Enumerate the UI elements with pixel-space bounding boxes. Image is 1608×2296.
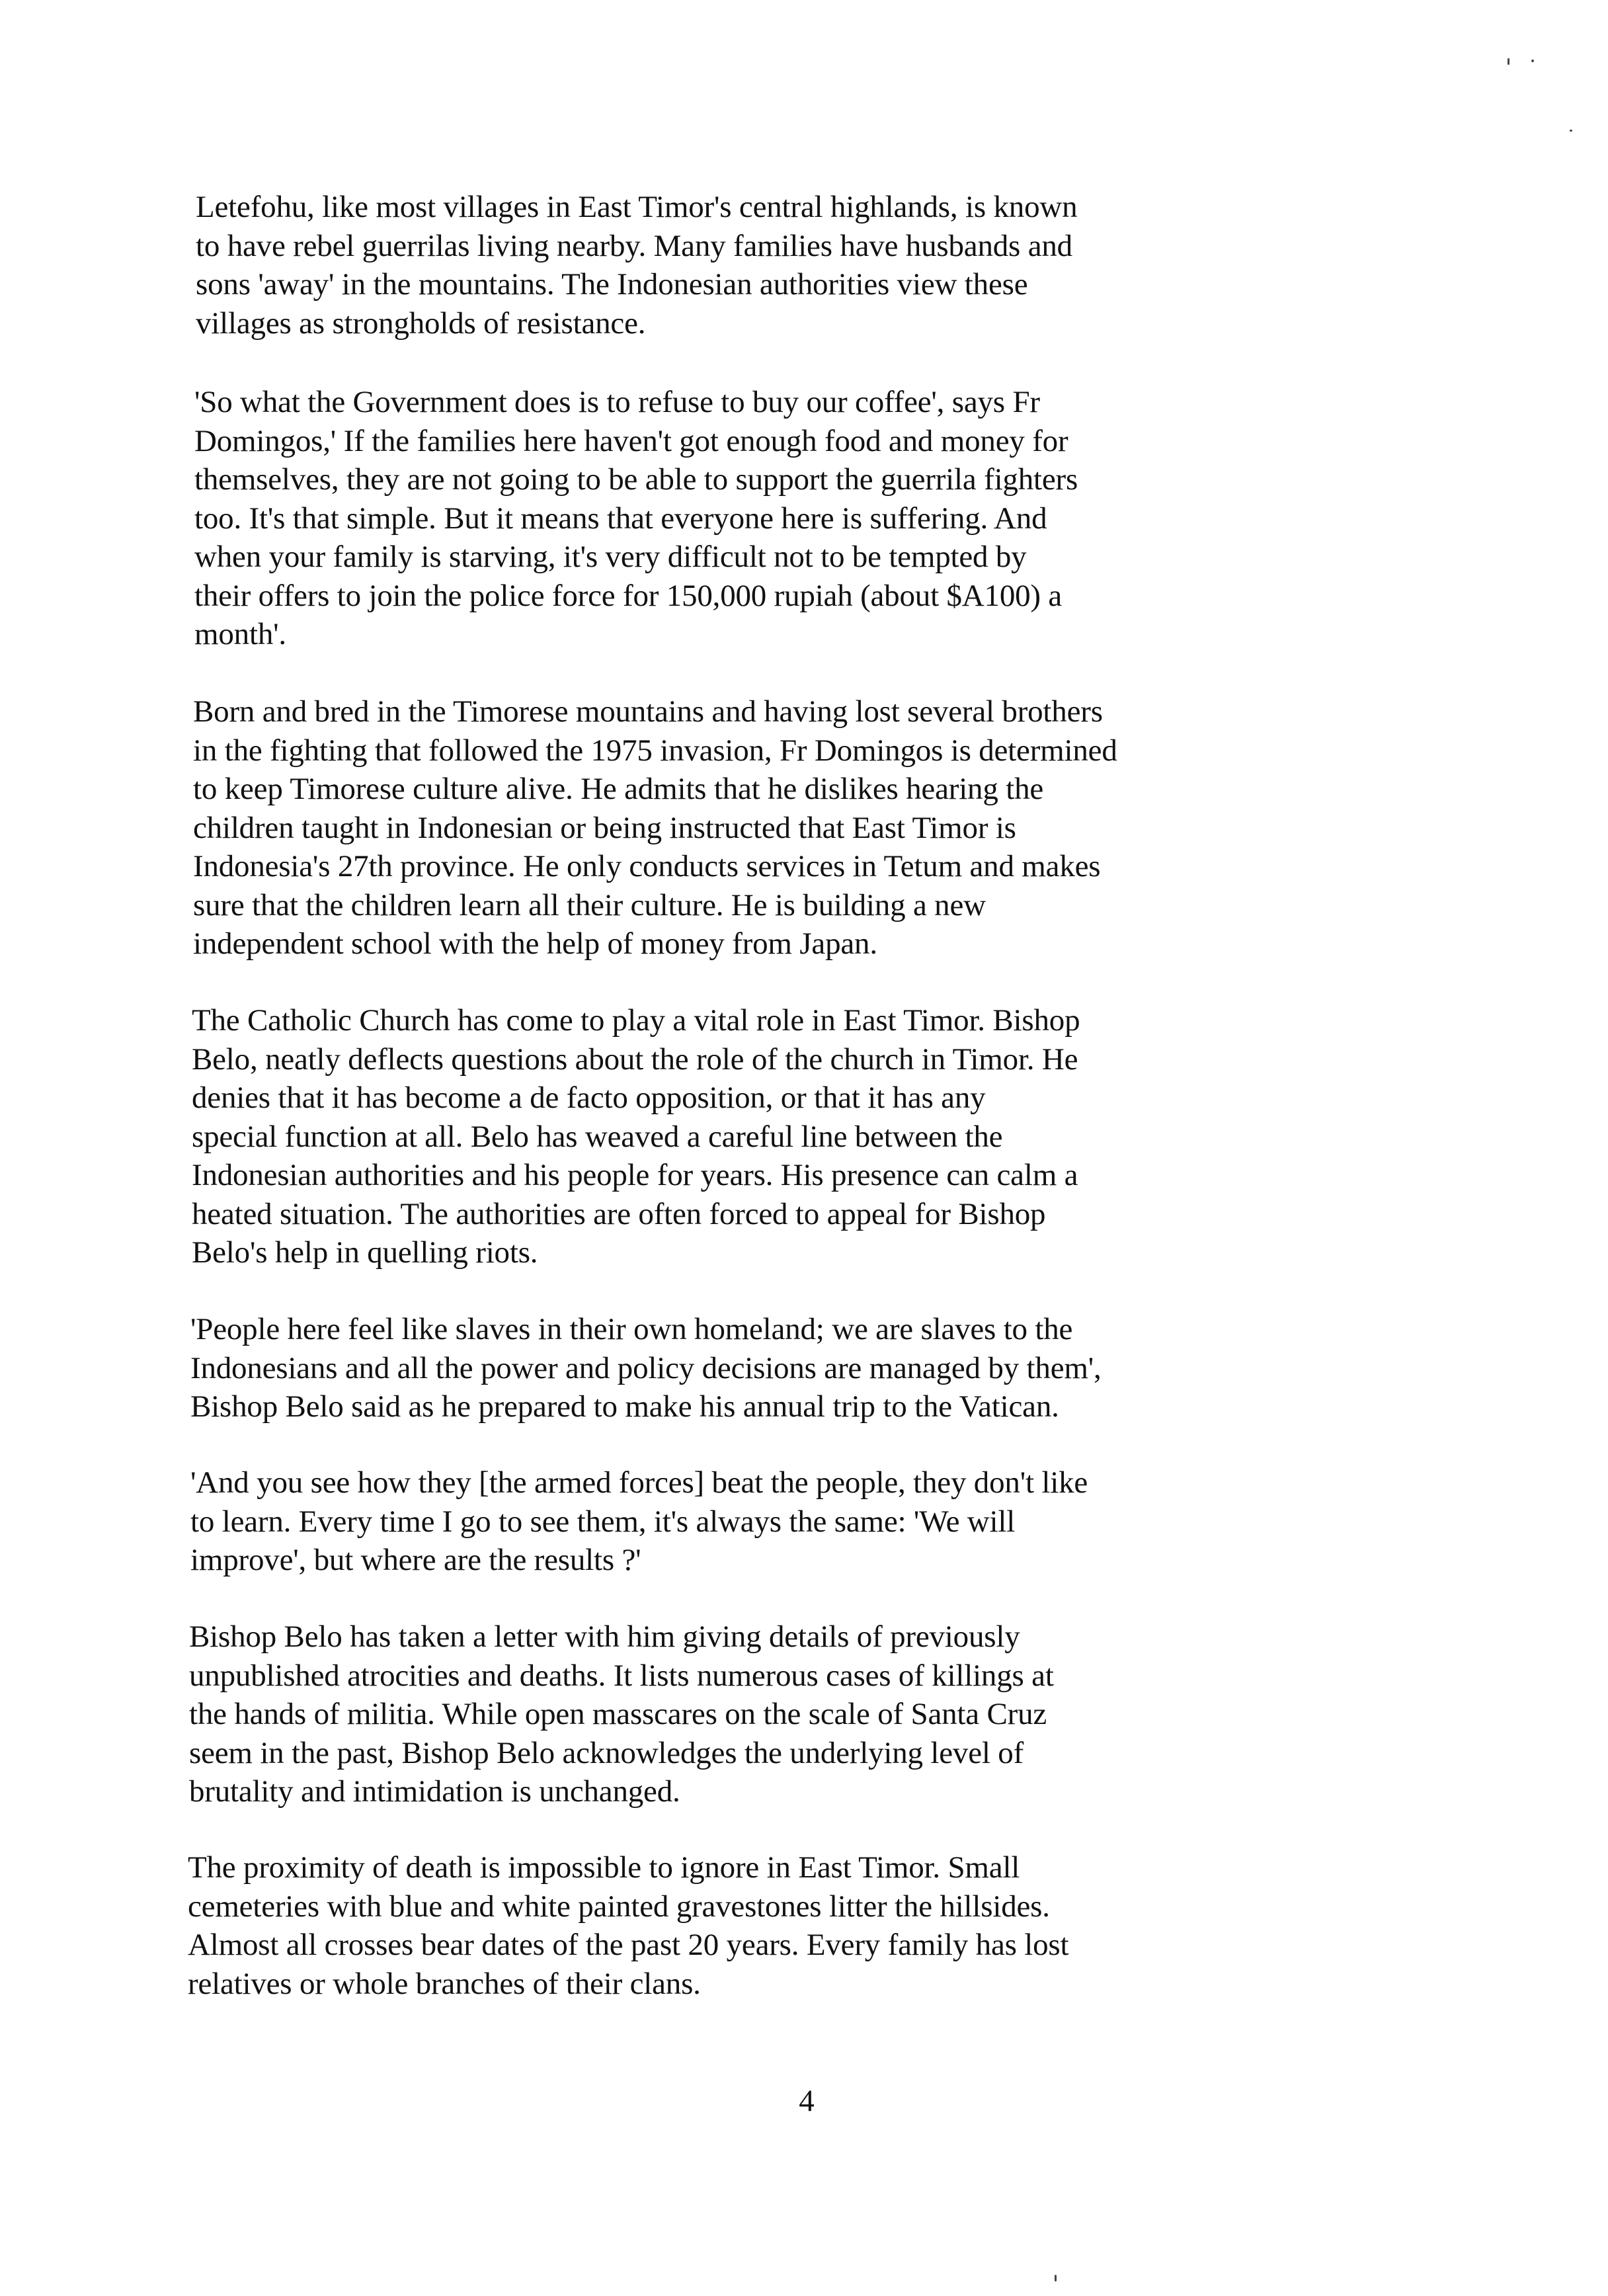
text-line: Indonesia's 27th province. He only conducts services in Tetum and makes	[193, 849, 1101, 883]
text-line: too. It's that simple. But it means that everyone here is suffering. And	[194, 501, 1047, 536]
text-line: to keep Timorese culture alive. He admits that he dislikes hearing the	[193, 772, 1044, 806]
text-line: in the fighting that followed the 1975 invasion, Fr Domingos is determined	[193, 733, 1117, 768]
scan-speck	[1531, 60, 1534, 62]
text-line: to have rebel guerrilas living nearby. Many families have husbands and	[196, 228, 1072, 263]
paragraph-proximity-of-death	[188, 1848, 1068, 2003]
text-line: improve', but where are the results ?'	[190, 1543, 641, 1577]
scan-speck	[1055, 2275, 1057, 2281]
text-line: Letefohu, like most villages in East Timor's central highlands, is known	[196, 190, 1078, 224]
text-line: Born and bred in the Timorese mountains and having lost several brothers	[193, 694, 1103, 729]
text-line: special function at all. Belo has weaved a careful line between the	[192, 1119, 1003, 1154]
text-line: villages as strongholds of resistance.	[196, 306, 646, 341]
text-line: seem in the past, Bishop Belo acknowledges the underlying level of	[189, 1735, 1024, 1770]
scan-speck	[1508, 58, 1509, 65]
scan-speck	[1570, 130, 1572, 132]
text-line: themselves, they are not going to be able to support the guerrila fighters	[194, 462, 1078, 497]
text-line: heated situation. The authorities are often forced to appeal for Bishop	[192, 1196, 1046, 1231]
text-line: month'.	[194, 617, 286, 651]
paragraph-letefohu	[196, 188, 1077, 343]
text-line: to learn. Every time I go to see them, it's always the same: 'We will	[190, 1504, 1016, 1539]
text-line: Belo, neatly deflects questions about the role of the church in Timor. He	[192, 1042, 1078, 1077]
text-line: unpublished atrocities and deaths. It lists numerous cases of killings at	[189, 1658, 1054, 1693]
paragraph-fr-domingos	[193, 692, 1117, 964]
paragraph-catholic-church	[192, 1001, 1080, 1272]
text-line: sons 'away' in the mountains. The Indonesian authorities view these	[196, 267, 1028, 302]
text-line: Almost all crosses bear dates of the past 20 years. Every family has lost	[188, 1928, 1069, 1962]
paragraph-slaves-quote	[190, 1310, 1102, 1426]
text-line: brutality and intimidation is unchanged.	[189, 1774, 680, 1809]
text-line: Bishop Belo has taken a letter with him giving details of previously	[189, 1620, 1020, 1654]
text-line: their offers to join the police force for 150,000 rupiah (about $A100) a	[194, 578, 1063, 613]
page-number: 4	[799, 2084, 815, 2118]
text-line: The Catholic Church has come to play a vital role in East Timor. Bishop	[192, 1003, 1080, 1038]
text-line: cemeteries with blue and white painted gravestones litter the hillsides.	[188, 1889, 1050, 1924]
text-line: when your family is starving, it's very difficult not to be tempted by	[194, 540, 1027, 574]
text-line: independent school with the help of money from Japan.	[193, 926, 877, 961]
text-line: 'People here feel like slaves in their own homeland; we are slaves to the	[190, 1312, 1073, 1346]
text-line: Indonesian authorities and his people for years. His presence can calm a	[192, 1158, 1078, 1192]
text-line: children taught in Indonesian or being instructed that East Timor is	[193, 810, 1016, 845]
text-line: sure that the children learn all their culture. He is building a new	[193, 887, 986, 922]
text-line: the hands of militia. While open masscares on the scale of Santa Cruz	[189, 1697, 1047, 1731]
text-line: Indonesians and all the power and policy decisions are managed by them',	[190, 1350, 1102, 1385]
text-line: denies that it has become a de facto opposition, or that it has any	[192, 1081, 986, 1115]
text-line: The proximity of death is impossible to ignore in East Timor. Small	[188, 1850, 1020, 1885]
text-line: 'So what the Government does is to refuse to buy our coffee', says Fr	[194, 385, 1040, 419]
text-line: Bishop Belo said as he prepared to make his annual trip to the Vatican.	[190, 1389, 1059, 1424]
text-line: Belo's help in quelling riots.	[192, 1235, 538, 1270]
paragraph-armed-forces-quote	[190, 1463, 1088, 1580]
text-line: Domingos,' If the families here haven't got enough food and money for	[194, 423, 1068, 458]
text-line: relatives or whole branches of their clans.	[188, 1966, 701, 2001]
paragraph-letter-atrocities	[189, 1618, 1054, 1811]
paragraph-coffee-quote	[194, 383, 1078, 654]
text-line: 'And you see how they [the armed forces] beat the people, they don't like	[190, 1465, 1088, 1500]
